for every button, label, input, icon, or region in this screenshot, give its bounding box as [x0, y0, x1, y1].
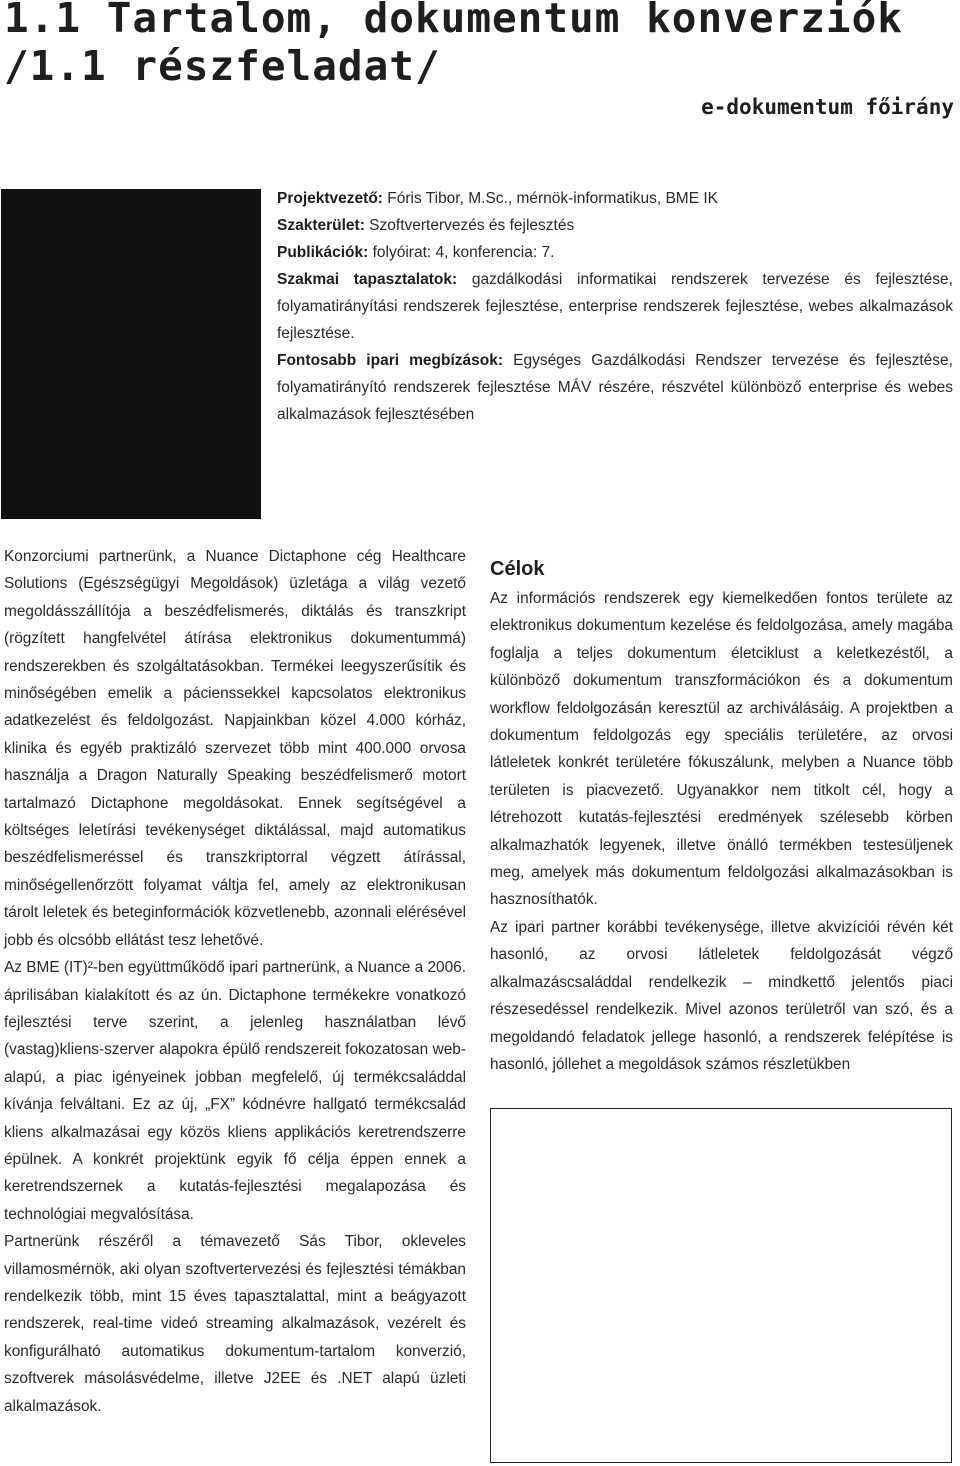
profile-field-label: Szakterület: — [277, 217, 365, 234]
body-paragraph: Konzorciumi partnerünk, a Nuance Dictaphone cég Healthcare Solutions (Egészségügyi Megoldások) üzletága a világ vezető megoldásszállítója a beszédfelismerés, diktálás és transzkript (rögzített hangfelvétel átírása elektronikus dokumentummá) rendszerekben és szolgáltatásokban. Termékei leegyszerűsítik és minőségében emelik a pácienssekkel kapcsolatos elektronikus adatkezelést és feldolgozást. Napjainkban közel 4.000 kórház, klinika és egyéb praktizáló szervezet több mint 400.000 orvosa használja a Dragon Naturally Speaking beszédfelismerő motort tartalmazó Dictaphone megoldásokat. Ennek segítségével a költséges leletírási tevékenységet diktálással, majd automatikus beszédfelismeréssel és transzkriptorral végzett átírással, minőségellenőrzött folyamat váltja fel, amely az elektronikusan tárolt leletek és beteginformációk közvetlenebb, azonnali elérésével jobb és olcsóbb ellátást tesz lehetővé. — [4, 548, 466, 949]
profile-experience-label: Szakmai tapasztalatok: — [277, 271, 458, 288]
body-paragraph: Partnerünk részéről a témavezető Sás Tibor, okleveles villamosmérnök, aki olyan szoftvertervezési és fejlesztési témákban rendelkezik több, mint 15 éves tapasztalattal, mint a beágyazott rendszerek, real-time videó streaming alkalmazások, vezérelt és konfigurálható automatikus dokumentum-tartalom konverzió, szoftverek másolásvédelme, illetve J2EE és .NET alapú üzleti alkalmazások. — [4, 1233, 466, 1415]
page-title: 1.1 Tartalom, dokumentum konverziók /1.1 részfeladat/ — [4, 0, 903, 90]
profile-section — [277, 185, 953, 428]
profile-publications-value: folyóirat: 4, konferencia: 7. — [368, 244, 555, 261]
profile-field — [277, 212, 953, 239]
right-column — [490, 555, 953, 1078]
profile-experience-value: gazdálkodási informatikai rendszerek tervezése és fejlesztése, folyamatirányítási rendszerek fejlesztése, enterprise rendszerek fejlesztése, webes alkalmazások fejlesztése. — [277, 271, 953, 342]
profile-publications — [277, 239, 953, 266]
portrait-photo — [1, 189, 261, 519]
body-paragraph: Az információs rendszerek egy kiemelkedően fontos területe az elektronikus dokumentum kezelése és feldolgozása, amely magába foglalja a teljes dokumentum életciklust a keletkezéstől, a különböző dokumentum transzformációkon és a dokumentum workflow feldolgozásán keresztül az archiválásáig. A projektben a dokumentum feldolgozás egy speciális területére, az orvosi látleletek konkrét területére fókuszálunk, melyben a Nuance több területen is piacvezető. Ugyanakkor nem titkolt cél, hogy a létrehozott kutatás-fejlesztési eredmények szélesebb körben alkalmazhatók legyenek, illetve önálló termékben testesüljenek meg, amelyek más dokumentum feldolgozási alkalmazásokban is hasznosíthatók. — [490, 590, 953, 909]
left-column — [4, 543, 466, 1420]
figure-frame — [490, 1108, 952, 1463]
page-subtitle: e-dokumentum főirány — [701, 95, 954, 119]
profile-manager-value: Fóris Tibor, M.Sc., mérnök-informatikus, BME IK — [382, 190, 719, 207]
profile-assignments-value: Egységes Gazdálkodási Rendszer tervezése és fejlesztése, folyamatirányító rendszerek fejlesztése MÁV részére, részvétel különböző enterprise és webes alkalmazások fejlesztésében — [277, 352, 953, 423]
profile-experience — [277, 266, 953, 347]
profile-manager-label: Projektvezető: — [277, 190, 383, 207]
profile-assignments-label: Fontosabb ipari megbízások: — [277, 352, 504, 369]
profile-assignments — [277, 347, 953, 428]
profile-field-value: Szoftvertervezés és fejlesztés — [364, 217, 575, 234]
body-paragraph: Az BME (IT)²-ben együttműködő ipari partnerünk, a Nuance a 2006. áprilisában kialakított és az ún. Dictaphone termékekre vonatkozó fejlesztési terve szerint, a jelenleg használatban lévő (vastag)kliens-szerver alapokra épülő rendszereit fokozatosan web-alapú, a piac igényeinek jobban megfelelő, új termékcsaláddal kívánja felváltani. Ez az új, „FX” kódnévre hallgató termékcsalád kliens alkalmazásai egy közös kliens applikációs keretrendszerre épülnek. A konkrét projektünk egyik fő célja éppen ennek a keretrendszernek a kutatás-fejlesztési megalapozása és technológiai megvalósítása. — [4, 959, 466, 1223]
profile-manager — [277, 185, 953, 212]
section-heading-celok: Célok — [490, 558, 545, 580]
body-paragraph: Az ipari partner korábbi tevékenysége, illetve akvizíciói révén két hasonló, az orvosi látleletek feldolgozását végző alkalmazáscsaláddal rendelkezik – mindkettő jelentős piaci részesedéssel rendelkezik. Mivel azonos területről van szó, és a megoldandó feladatok jellege hasonló, a rendszerek felépítése is hasonló, jóllehet a megoldások számos részletükben — [490, 918, 953, 1073]
profile-publications-label: Publikációk: — [277, 244, 369, 261]
